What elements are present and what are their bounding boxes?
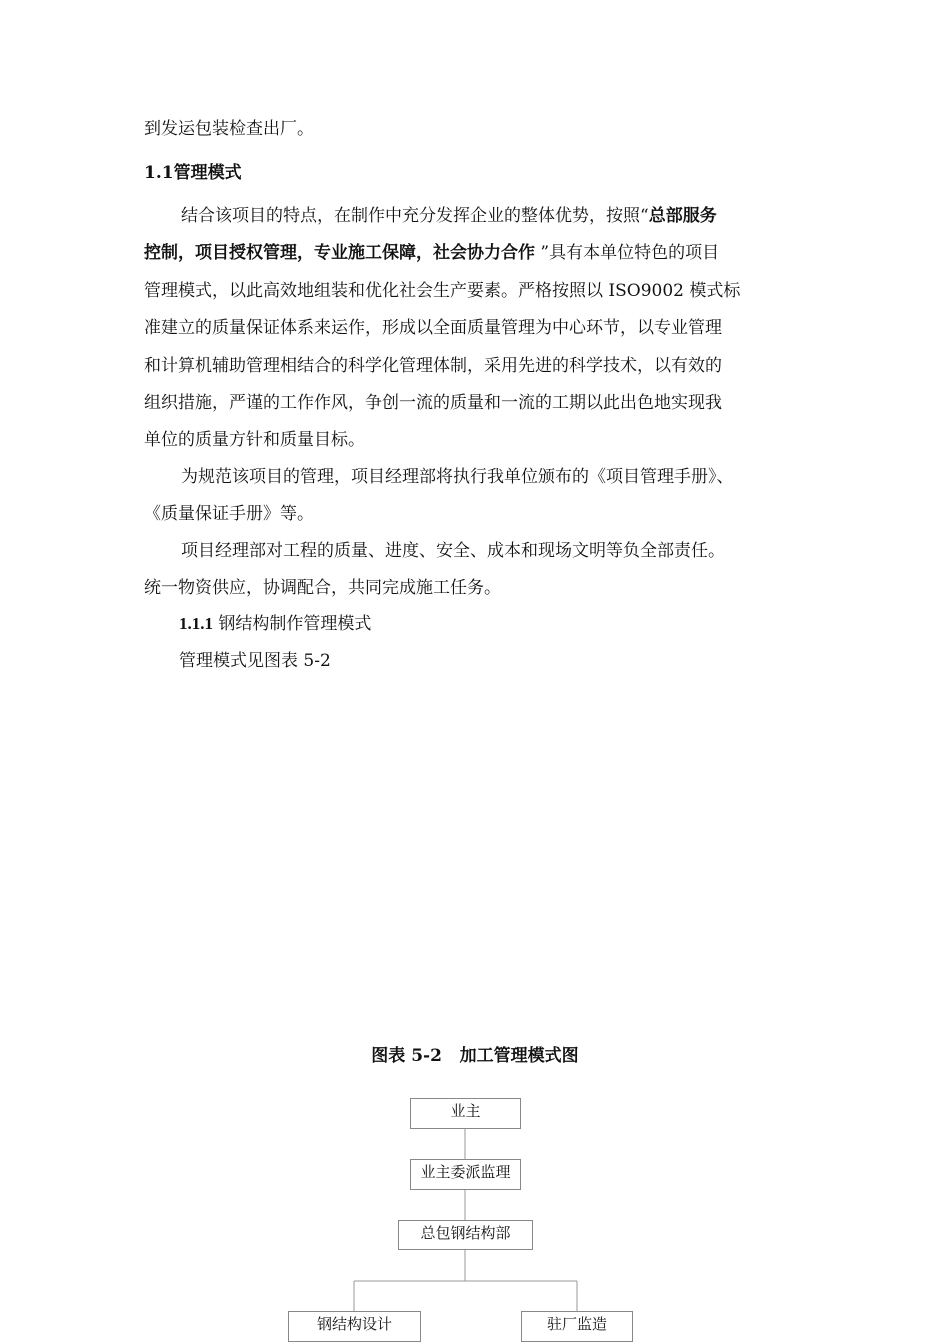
figure-title: 图表 5-2 加工管理模式图 xyxy=(371,1046,579,1066)
paragraph-text: 结合该项目的特点，在制作中充分发挥企业的整体优势，按照“ xyxy=(181,206,649,226)
text-line: 到发运包装检查出厂。 xyxy=(144,119,314,139)
node-owner: 业主 xyxy=(410,1098,521,1129)
paragraph-line: 单位的质量方针和质量目标。 xyxy=(144,430,365,450)
paragraph-text: ”具有本单位特色的项目 xyxy=(535,243,720,263)
paragraph-line: 项目经理部对工程的质量、进度、安全、成本和现场文明等负全部责任。 xyxy=(181,541,725,561)
paragraph-line: 为规范该项目的管理，项目经理部将执行我单位颁布的《项目管理手册》、 xyxy=(181,467,734,487)
paragraph-line: 《质量保证手册》等。 xyxy=(144,504,314,524)
section-heading: 1.1管理模式 xyxy=(144,163,242,183)
figure-reference: 管理模式见图表 5-2 xyxy=(179,651,331,671)
paragraph-line: 统一物资供应，协调配合，共同完成施工任务。 xyxy=(144,578,501,598)
paragraph-line: 组织措施，严谨的工作作风，争创一流的质量和一流的工期以此出色地实现我 xyxy=(144,393,722,413)
paragraph-line: 和计算机辅助管理相结合的科学化管理体制，采用先进的科学技术，以有效的 xyxy=(144,356,722,376)
node-design: 钢结构设计 xyxy=(288,1311,421,1342)
node-steel-dept: 总包钢结构部 xyxy=(398,1220,533,1250)
emphasis-text: 控制，项目授权管理，专业施工保障，社会协力合作 xyxy=(144,243,535,263)
paragraph-line: 管理模式，以此高效地组装和优化社会生产要素。严格按照以 ISO9002 模式标 xyxy=(144,281,741,301)
emphasis-text: 总部服务 xyxy=(648,206,717,226)
paragraph-line: 准建立的质量保证体系来运作，形成以全面质量管理为中心环节，以专业管理 xyxy=(144,318,722,338)
node-supervisor: 业主委派监理 xyxy=(410,1159,521,1190)
subsection-number: 1.1.1 xyxy=(179,614,213,633)
subsection-title: 钢结构制作管理模式 xyxy=(213,614,372,634)
node-onsite: 驻厂监造 xyxy=(521,1311,633,1342)
